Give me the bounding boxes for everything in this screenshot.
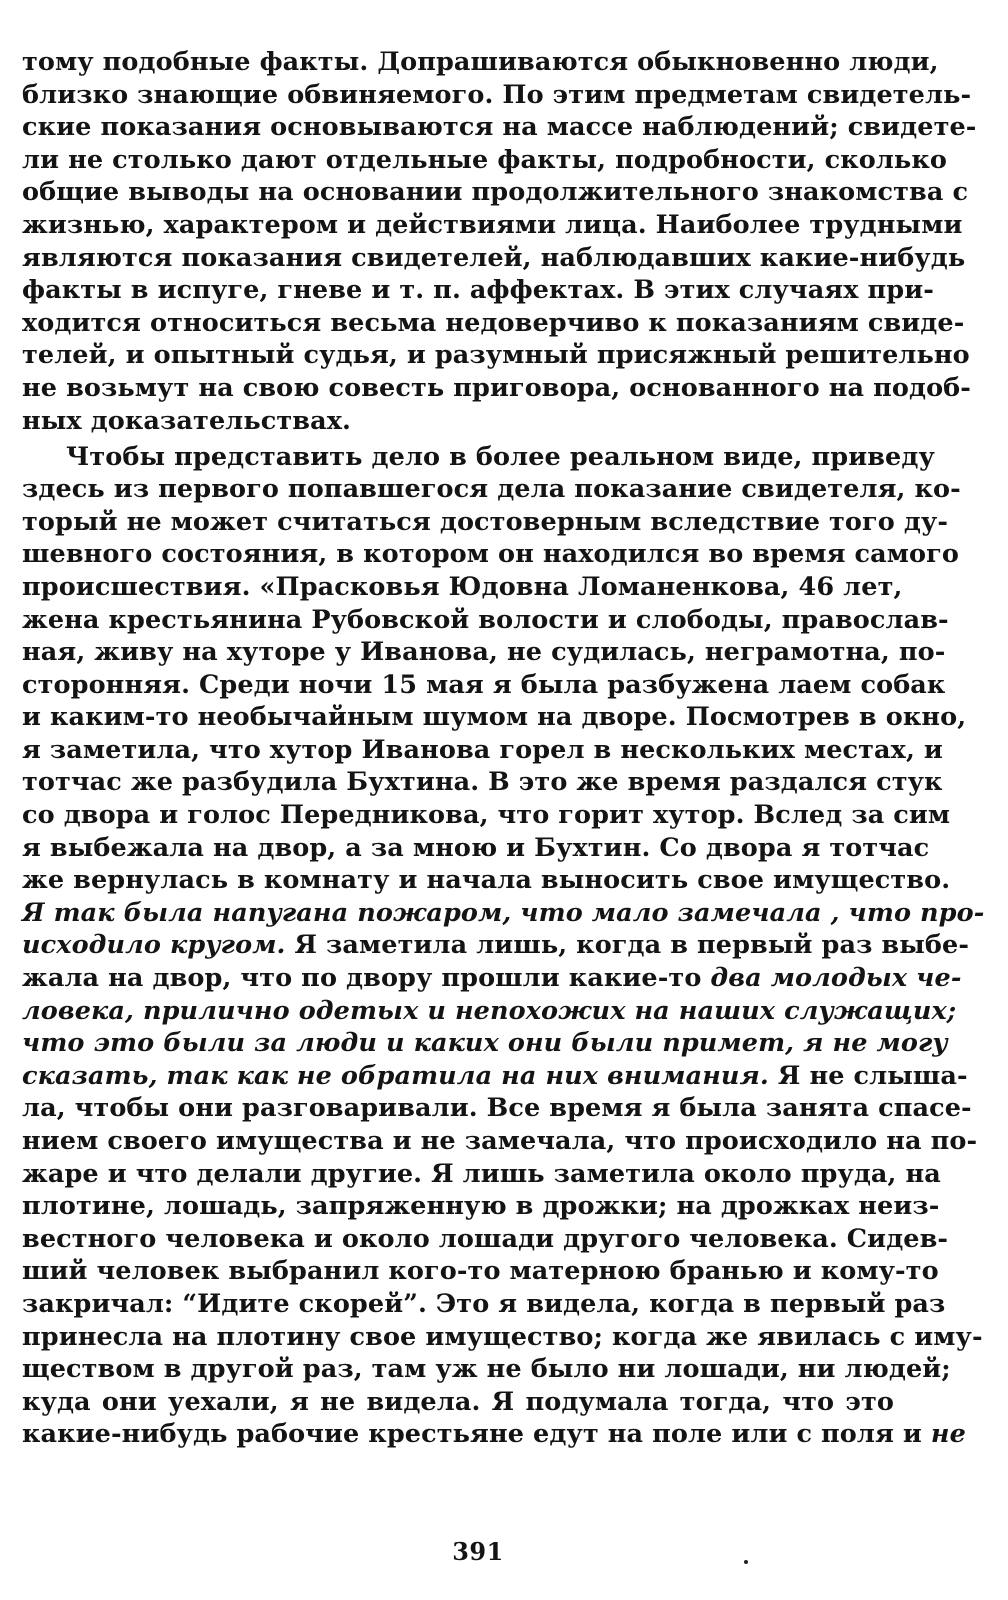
text-line-mixed (22, 1418, 966, 1451)
text-line: же вернулась в комнату и начала выносить свое имущество. (22, 865, 951, 896)
text-line: являются показания свидетелей, наблюдавших какие-нибудь (22, 242, 966, 273)
text-line: я заметила, что хутор Иванова горел в нескольких местах, и (22, 734, 943, 765)
italic-text: исходило кругом. (22, 930, 286, 961)
text-line: жена крестьянина Рубовской волости и слободы, православ- (22, 604, 949, 635)
text-line: и каким-то необычайным шумом на дворе. Посмотрев в окно, (22, 702, 967, 733)
text-line-italic (22, 995, 957, 1028)
text-line: ществом в другой раз, там уж не было ни лошади, ни людей; (22, 1354, 951, 1385)
text-line: принесла на плотину свое имущество; когда же явилась с иму- (22, 1321, 983, 1352)
italic-text: что это были за люди и каких они были примет, я не могу (22, 1028, 948, 1059)
page-number-text: 391 (452, 1537, 504, 1566)
text-line-italic (22, 1027, 948, 1060)
paragraph-1 (22, 46, 977, 441)
text-line: куда они уехали, я не видела. Я подумала тогда, что это (22, 1386, 894, 1417)
text-line: я выбежала на двор, а за мною и Бухтин. Со двора я тотчас (22, 832, 930, 863)
plain-text: Я заметила лишь, когда в первый раз выбе- (285, 930, 970, 961)
text-line: тому подобные факты. Допрашиваются обыкновенно люди, (22, 47, 939, 77)
text-line: факты в испуге, гневе и т. п. аффектах. В этих случаях при- (22, 275, 934, 306)
text-line: ных доказательствах. (22, 405, 352, 436)
plain-text: какие-нибудь рабочие крестьяне едут на поле или с поля и (22, 1419, 931, 1450)
text-line: ший человек выбранил кого-то матерною бранью и кому-то (22, 1256, 939, 1287)
paragraph-2 (22, 441, 985, 1451)
text-line: жаре и что делали другие. Я лишь заметила около пруда, на (22, 1158, 941, 1189)
text-line: ная, живу на хуторе у Иванова, не судилась, неграмотна, по- (22, 637, 946, 668)
text-line: ли не столько дают отдельные факты, подробности, сколько (22, 144, 947, 175)
italic-text: два молодых че- (710, 963, 962, 994)
text-line: Чтобы представить дело в более реальном виде, приведу (66, 441, 935, 472)
text-line: ходится относиться весьма недоверчиво к показаниям свиде- (22, 307, 965, 338)
text-line: закричал: “Идите скорей”. Это я видела, когда в первый раз (22, 1288, 946, 1319)
text-line-mixed (22, 962, 962, 995)
text-line-italic (22, 897, 985, 930)
text-line-mixed (22, 1060, 968, 1093)
italic-text: Я так была напугана пожаром, что мало замечала , что про- (22, 897, 985, 928)
text-line: происшествия. «Прасковья Юдовна Ломаненкова, 46 лет, (22, 571, 903, 602)
italic-text: сказать, так как не обратила на них внимания. (22, 1060, 769, 1091)
text-line: не возьмут на свою совесть приговора, основанного на подоб- (22, 372, 971, 403)
italic-text: ловека, прилично одетых и непохожих на наших служащих; (22, 995, 957, 1026)
text-line: общие выводы на основании продолжительного знакомства с (22, 177, 969, 208)
plain-text: жала на двор, что по двору прошли какие-то (22, 963, 711, 994)
plain-text: Я не слыша- (768, 1060, 968, 1091)
text-line: близко знающие обвиняемого. По этим предметам свидетель- (22, 79, 972, 110)
text-line: тотчас же разбудила Бухтина. В это же время раздался стук (22, 767, 943, 798)
print-speck (744, 1560, 748, 1564)
text-line: ские показания основываются на массе наблюдений; свидете- (22, 112, 977, 143)
text-line: здесь из первого попавшегося дела показание свидетеля, ко- (22, 474, 961, 505)
text-line: ла, чтобы они разговаривали. Все время я была занята спасе- (22, 1093, 972, 1124)
page-body (22, 46, 985, 1451)
text-line: шевного состояния, в котором он находился во время самого (22, 539, 959, 570)
text-line: вестного человека и около лошади другого человека. Сидев- (22, 1223, 949, 1254)
text-line: телей, и опытный судья, и разумный присяжный решительно (22, 340, 970, 371)
text-line: жизнью, характером и действиями лица. Наиболее трудными (22, 209, 963, 240)
text-line: сторонняя. Среди ночи 15 мая я была разбужена лаем собак (22, 669, 946, 700)
text-line: нием своего имущества и не замечала, что происходило на по- (22, 1126, 978, 1156)
text-line-mixed (22, 929, 970, 962)
text-line: торый не может считаться достоверным вследствие того ду- (22, 506, 949, 537)
text-line: со двора и голос Передникова, что горит хутор. Вслед за сим (22, 800, 951, 831)
text-line: плотине, лошадь, запряженную в дрожки; на дрожках неиз- (22, 1191, 940, 1222)
italic-text: не (930, 1419, 966, 1450)
page-number (0, 1537, 1008, 1566)
